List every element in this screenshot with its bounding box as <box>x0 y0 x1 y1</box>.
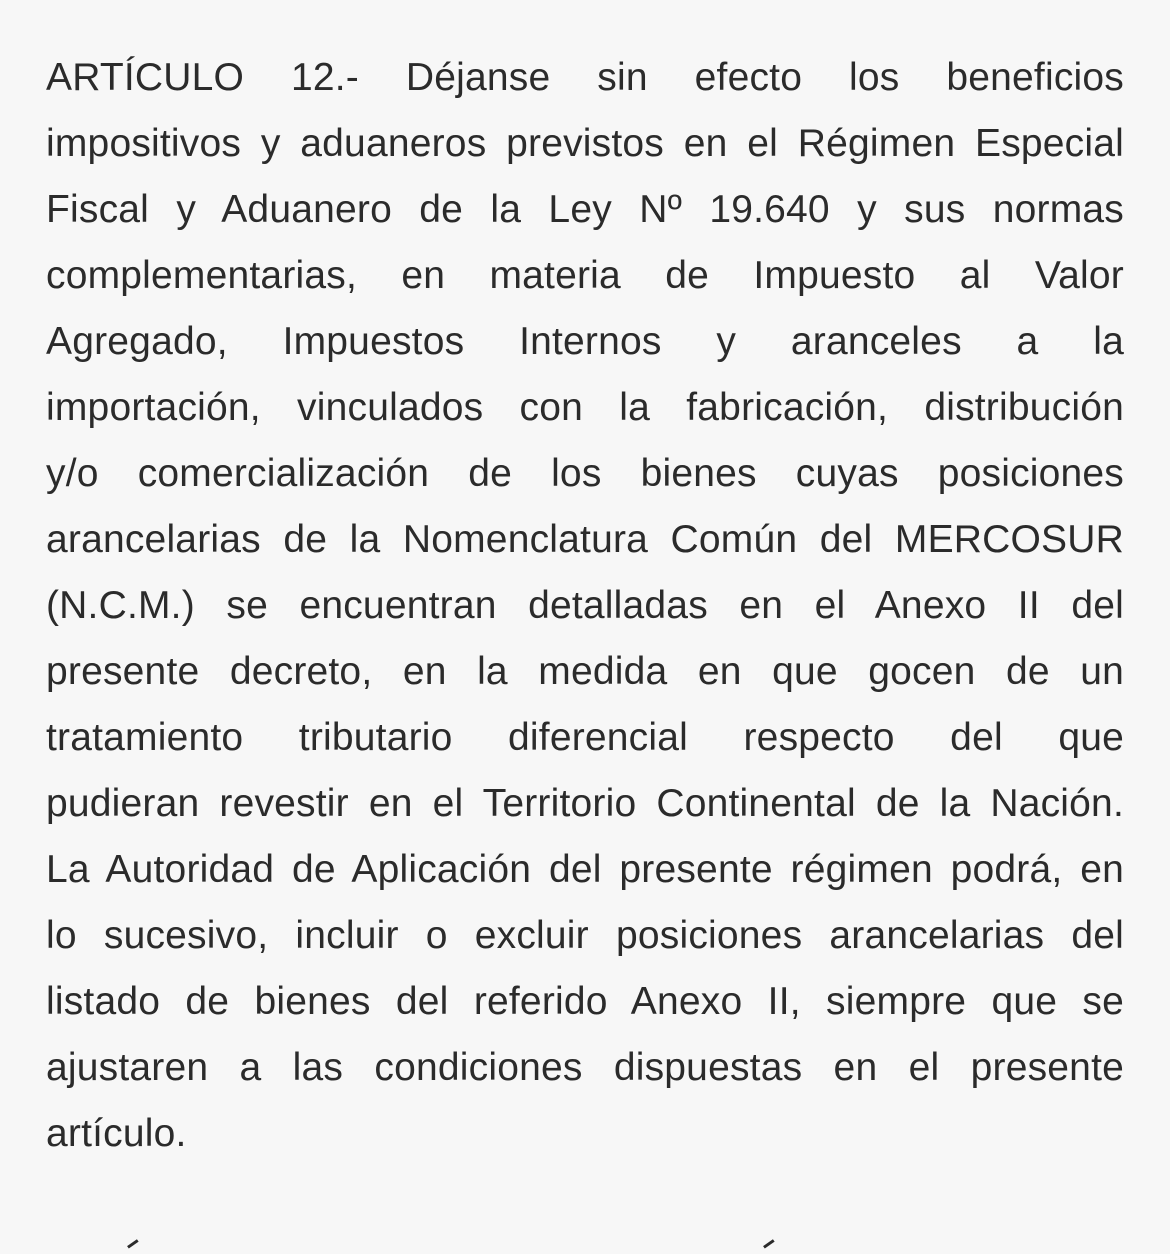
article-line: Fiscal y Aduanero de la Ley Nº 19.640 y sus normas <box>46 188 1124 231</box>
article-12-text <box>46 45 1124 1167</box>
article-line: ARTÍCULO 12.- Déjanse sin efecto los beneficios <box>46 56 1124 99</box>
accent-mark <box>763 1239 777 1252</box>
article-line: tratamiento tributario diferencial respecto del que <box>46 716 1124 759</box>
article-line: La Autoridad de Aplicación del presente régimen podrá, en <box>46 848 1124 891</box>
article-line: y/o comercialización de los bienes cuyas posiciones <box>46 452 1124 495</box>
article-line: arancelarias de la Nomenclatura Común del MERCOSUR <box>46 518 1124 561</box>
article-line: (N.C.M.) se encuentran detalladas en el Anexo II del <box>46 584 1124 627</box>
article-line: listado de bienes del referido Anexo II, siempre que se <box>46 980 1124 1023</box>
article-line: lo sucesivo, incluir o excluir posiciones arancelarias del <box>46 914 1124 957</box>
next-article-cut-off <box>46 1232 1124 1254</box>
article-line-final: artículo. <box>46 1112 187 1155</box>
article-line: Agregado, Impuestos Internos y aranceles a la <box>46 320 1124 363</box>
article-line: complementarias, en materia de Impuesto al Valor <box>46 254 1124 297</box>
article-line: impositivos y aduaneros previstos en el Régimen Especial <box>46 122 1124 165</box>
accent-mark <box>127 1239 141 1252</box>
article-line: importación, vinculados con la fabricación, distribución <box>46 386 1124 429</box>
article-line: ajustaren a las condiciones dispuestas en el presente <box>46 1046 1124 1089</box>
article-line: presente decreto, en la medida en que gocen de un <box>46 650 1124 693</box>
article-line: pudieran revestir en el Territorio Continental de la Nación. <box>46 782 1124 825</box>
